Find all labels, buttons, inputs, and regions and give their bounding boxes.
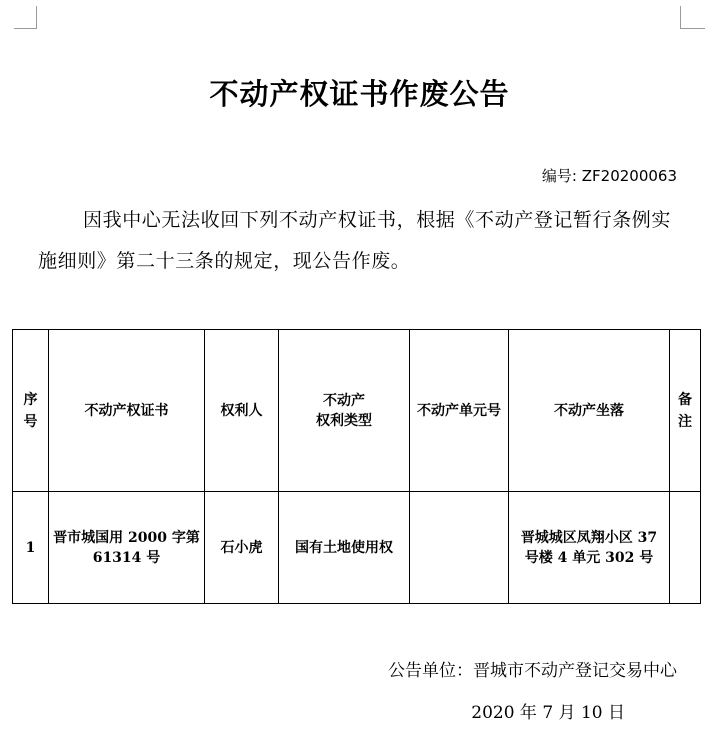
header-right-type: 不动产 权利类型 [279, 330, 410, 492]
certificate-table [12, 329, 701, 604]
table-header-row [13, 330, 701, 492]
table-row [13, 492, 701, 604]
announcement-body: 因我中心无法收回下列不动产权证书，根据《不动产登记暂行条例实施细则》第二十三条的规定，现公告作废。 [38, 209, 672, 272]
cell-unit-no [410, 492, 509, 604]
page-title: 不动产权证书作废公告 [209, 77, 510, 111]
crop-mark-top-left [14, 6, 37, 29]
header-seq: 序号 [13, 330, 49, 492]
header-holder: 权利人 [205, 330, 279, 492]
cell-certificate: 晋市城国用 2000 字第 61314 号 [49, 492, 205, 604]
cell-seq: 1 [13, 492, 49, 604]
issue-date: 2020 年 7 月 10 日 [471, 703, 625, 723]
document-number: 编号: ZF20200063 [541, 167, 677, 185]
cell-location: 晋城城区凤翔小区 37 号楼 4 单元 302 号 [509, 492, 670, 604]
header-remark: 备注 [670, 330, 701, 492]
crop-mark-top-right [680, 6, 705, 29]
cell-holder: 石小虎 [205, 492, 279, 604]
header-unit-no: 不动产单元号 [410, 330, 509, 492]
cell-right-type: 国有土地使用权 [279, 492, 410, 604]
issuer: 公告单位：晋城市不动产登记交易中心 [388, 661, 677, 681]
header-location: 不动产坐落 [509, 330, 670, 492]
header-certificate: 不动产权证书 [49, 330, 205, 492]
cell-remark [670, 492, 701, 604]
